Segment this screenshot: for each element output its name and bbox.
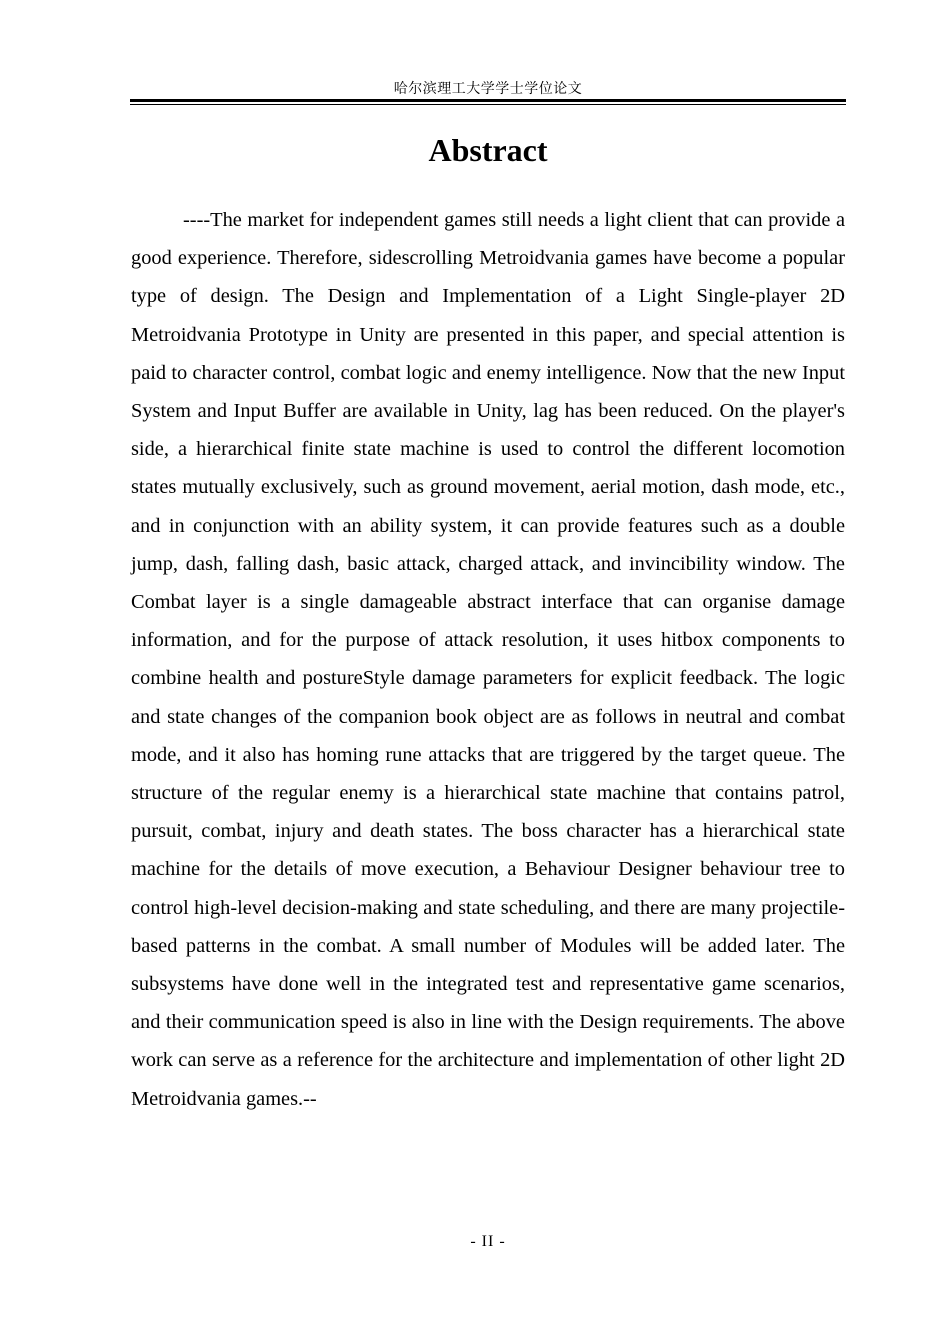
- running-header: 哈尔滨理工大学学士学位论文: [393, 81, 583, 97]
- abstract-paragraph: ----The market for independent games still needs a light client that can provide a good experience. Therefore, sidescrolling Metroidvania games have become a popular type of design. The Design and Implementation of a Light Single-player 2D Metroidvania Prototype in Unity are presented in this paper, and special attention is paid to character control, combat logic and enemy intelligence. Now that the new Input System and Input Buffer are available in Unity, lag has been reduced. On the player's side, a hierarchical finite state machine is used to control the different locomotion states mutually exclusively, such as ground movement, aerial motion, dash mode, etc., and in conjunction with an ability system, it can provide features such as a double jump, dash, falling dash, basic attack, charged attack, and invincibility window. The Combat layer is a single damageable abstract interface that can organise damage information, and for the purpose of attack resolution, it uses hitbox components to combine health and postureStyle damage parameters for explicit feedback. The logic and state changes of the companion book object are as follows in neutral and combat mode, and it also has homing rune attacks that are triggered by the target queue. The structure of the regular enemy is a hierarchical state machine that contains patrol, pursuit, combat, injury and death states. The boss character has a hierarchical state machine for the details of move execution, a Behaviour Designer behaviour tree to control high-level decision-making and state scheduling, and there are many projectile-based patterns in the combat. A small number of Modules will be added later. The subsystems have done well in the integrated test and representative game scenarios, and their communication speed is also in line with the Design requirements. The above work can serve as a reference for the architecture and implementation of other light 2D Metroidvania games.--: [131, 209, 845, 1110]
- header-rule-thin: [130, 104, 846, 105]
- header-rule-thick: [130, 99, 846, 102]
- page-number: - II -: [470, 1233, 506, 1250]
- page-title: Abstract: [428, 132, 548, 168]
